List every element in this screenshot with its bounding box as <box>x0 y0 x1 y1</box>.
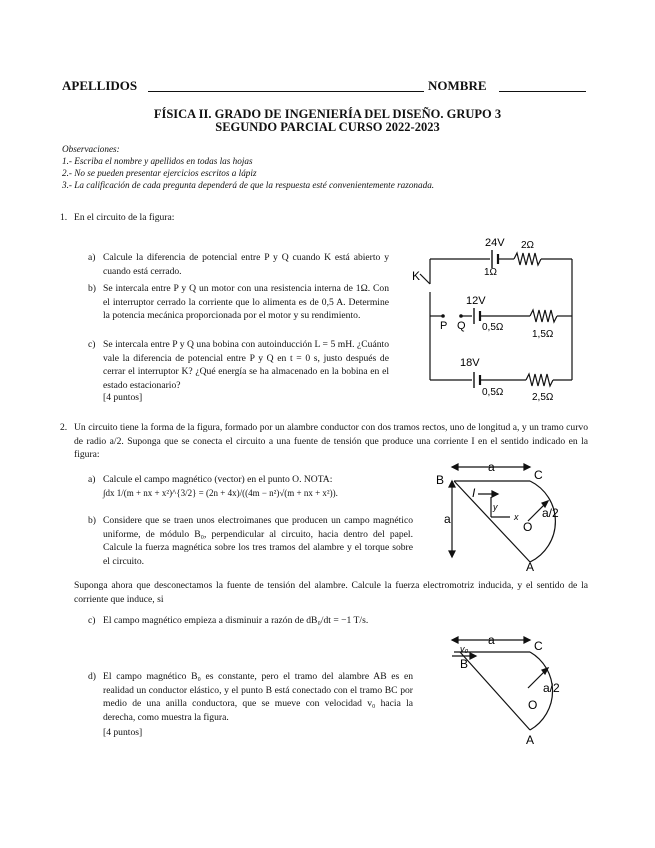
q2-c-text: El campo magnético empieza a disminuir a razón de dB₀/dt = −1 T/s. <box>103 615 369 626</box>
length-a-top: a <box>488 460 495 474</box>
q1-intro: En el circuito de la figura: <box>74 212 175 223</box>
q1-c-text: Se intercala entre P y Q una bobina con autoinducción L = 5 mH. ¿Cuánto vale la diferencia de potencial entre P y Q en t = 0 s, justo después de cerrar el interruptor K? ¿Qué energía se ha almacenado en la bobina en el estado estacionario? <box>103 339 389 391</box>
axis-x: x <box>514 512 519 522</box>
nombre-line[interactable] <box>499 91 586 92</box>
resistor-2ohm: 2Ω <box>521 240 535 251</box>
resistor-2-5ohm: 2,5Ω <box>532 392 554 403</box>
switch-k-label: K <box>412 269 421 283</box>
terminal-p <box>441 314 445 318</box>
circuit-diagram <box>410 232 590 404</box>
wire-loop-figure-moving <box>440 632 590 747</box>
observation-1: 1.- Escriba el nombre y apellidos en todas las hojas <box>62 156 253 166</box>
point-c-2: C <box>534 639 543 653</box>
q2-middle-text: Suponga ahora que desconectamos la fuente de tensión del alambre. Calcule la fuerza electromotriz inducida, y el sentido de la corriente que induce, si <box>74 580 588 605</box>
observations-heading: Observaciones: <box>62 144 120 154</box>
q2-d-text: El campo magnético B₀ es constante, pero el tramo del alambre AB es en realidad un conductor elástico, y el punto B está conectado con el tramo BC por medio de una anilla conductora, que se mueve con velocidad v₀ hacia la derecha, como muestra la figura. <box>103 671 413 723</box>
q2-b-text: Considere que se traen unos electroimanes que producen un campo magnético uniforme, de módulo B₀, perpendicular al circuito, hacia dentro del papel. Calcule la fuerza magnética sobre los tres tramos del alambre y el torque sobre el circuito. <box>103 515 413 567</box>
radius-a2: a/2 <box>542 506 559 520</box>
velocity-v0: v₀ <box>460 644 469 654</box>
point-c: C <box>534 468 543 482</box>
q1-a-text: Calcule la diferencia de potencial entre P y Q cuando K está abierto y cuando está cerrado. <box>103 252 389 277</box>
axis-y: y <box>493 502 498 512</box>
wire-loop-figure <box>430 457 590 572</box>
resistor-1-5ohm: 1,5Ω <box>532 329 554 340</box>
apellidos-label: APELLIDOS <box>62 78 138 93</box>
exam-subtitle: SEGUNDO PARCIAL CURSO 2022-2023 <box>215 120 440 134</box>
q2-d-label: d) <box>88 671 96 682</box>
q1-a-label: a) <box>88 252 96 263</box>
q2-b-label: b) <box>88 515 96 526</box>
q1-b-label: b) <box>88 283 96 294</box>
q1-b-text: Se intercala entre P y Q un motor con una resistencia interna de 1Ω. Con el interruptor cerrado la corriente que lo alimenta es de 0,5 A. Determine la potencia mecánica proporcionada por el motor y su rendimiento. <box>103 283 389 321</box>
terminal-q <box>459 314 463 318</box>
internal-r-0-5ohm-b: 0,5Ω <box>482 387 504 398</box>
current-i: I <box>472 486 476 500</box>
point-b-2: B <box>460 657 469 671</box>
q1-number: 1. <box>60 212 68 223</box>
length-a-side: a <box>444 512 451 526</box>
point-a: A <box>526 560 535 572</box>
nombre-label: NOMBRE <box>428 78 487 93</box>
internal-r-1ohm: 1Ω <box>484 267 498 278</box>
radius-a2-2: a/2 <box>543 681 560 695</box>
length-a-top-2: a <box>488 633 495 647</box>
q2-a-formula: ∫dx 1/(m + nx + x²)^{3/2} = (2n + 4x)/((4m − n²)√(m + nx + x²)). <box>103 488 338 498</box>
point-o-2: O <box>528 698 538 712</box>
point-o: O <box>523 520 533 534</box>
apellidos-line[interactable] <box>148 91 424 92</box>
observation-3: 3.- La calificación de cada pregunta dependerá de que la respuesta esté convenientemente razonada. <box>62 180 435 190</box>
q2-a-label: a) <box>88 474 96 485</box>
internal-r-0-5ohm: 0,5Ω <box>482 322 504 333</box>
voltage-18v: 18V <box>460 357 480 369</box>
observation-2: 2.- No se pueden presentar ejercicios escritos a lápiz <box>62 168 257 178</box>
q2-number: 2. <box>60 422 68 433</box>
point-a-2: A <box>526 733 535 747</box>
point-b: B <box>436 473 445 487</box>
exam-title: FÍSICA II. GRADO DE INGENIERÍA DEL DISEÑO. GRUPO 3 <box>153 107 502 121</box>
q2-points: [4 puntos] <box>103 727 143 738</box>
terminal-q-label: Q <box>457 320 466 332</box>
q1-c-label: c) <box>88 339 96 350</box>
voltage-12v: 12V <box>466 295 486 307</box>
switch-k <box>420 274 430 284</box>
q1-points: [4 puntos] <box>103 392 143 403</box>
q2-intro: Un circuito tiene la forma de la figura, formado por un alambre conductor con dos tramos rectos, uno de longitud a, y un tramo curvo de radio a/2. Suponga que se conecta el circuito a una fuente de tensión que produce una corriente I en el sentido indicado en la figura: <box>74 422 588 460</box>
terminal-p-label: P <box>440 320 448 332</box>
q2-a-text: Calcule el campo magnético (vector) en el punto O. NOTA: <box>103 474 333 485</box>
q2-c-label: c) <box>88 615 96 626</box>
voltage-24v: 24V <box>485 237 505 249</box>
